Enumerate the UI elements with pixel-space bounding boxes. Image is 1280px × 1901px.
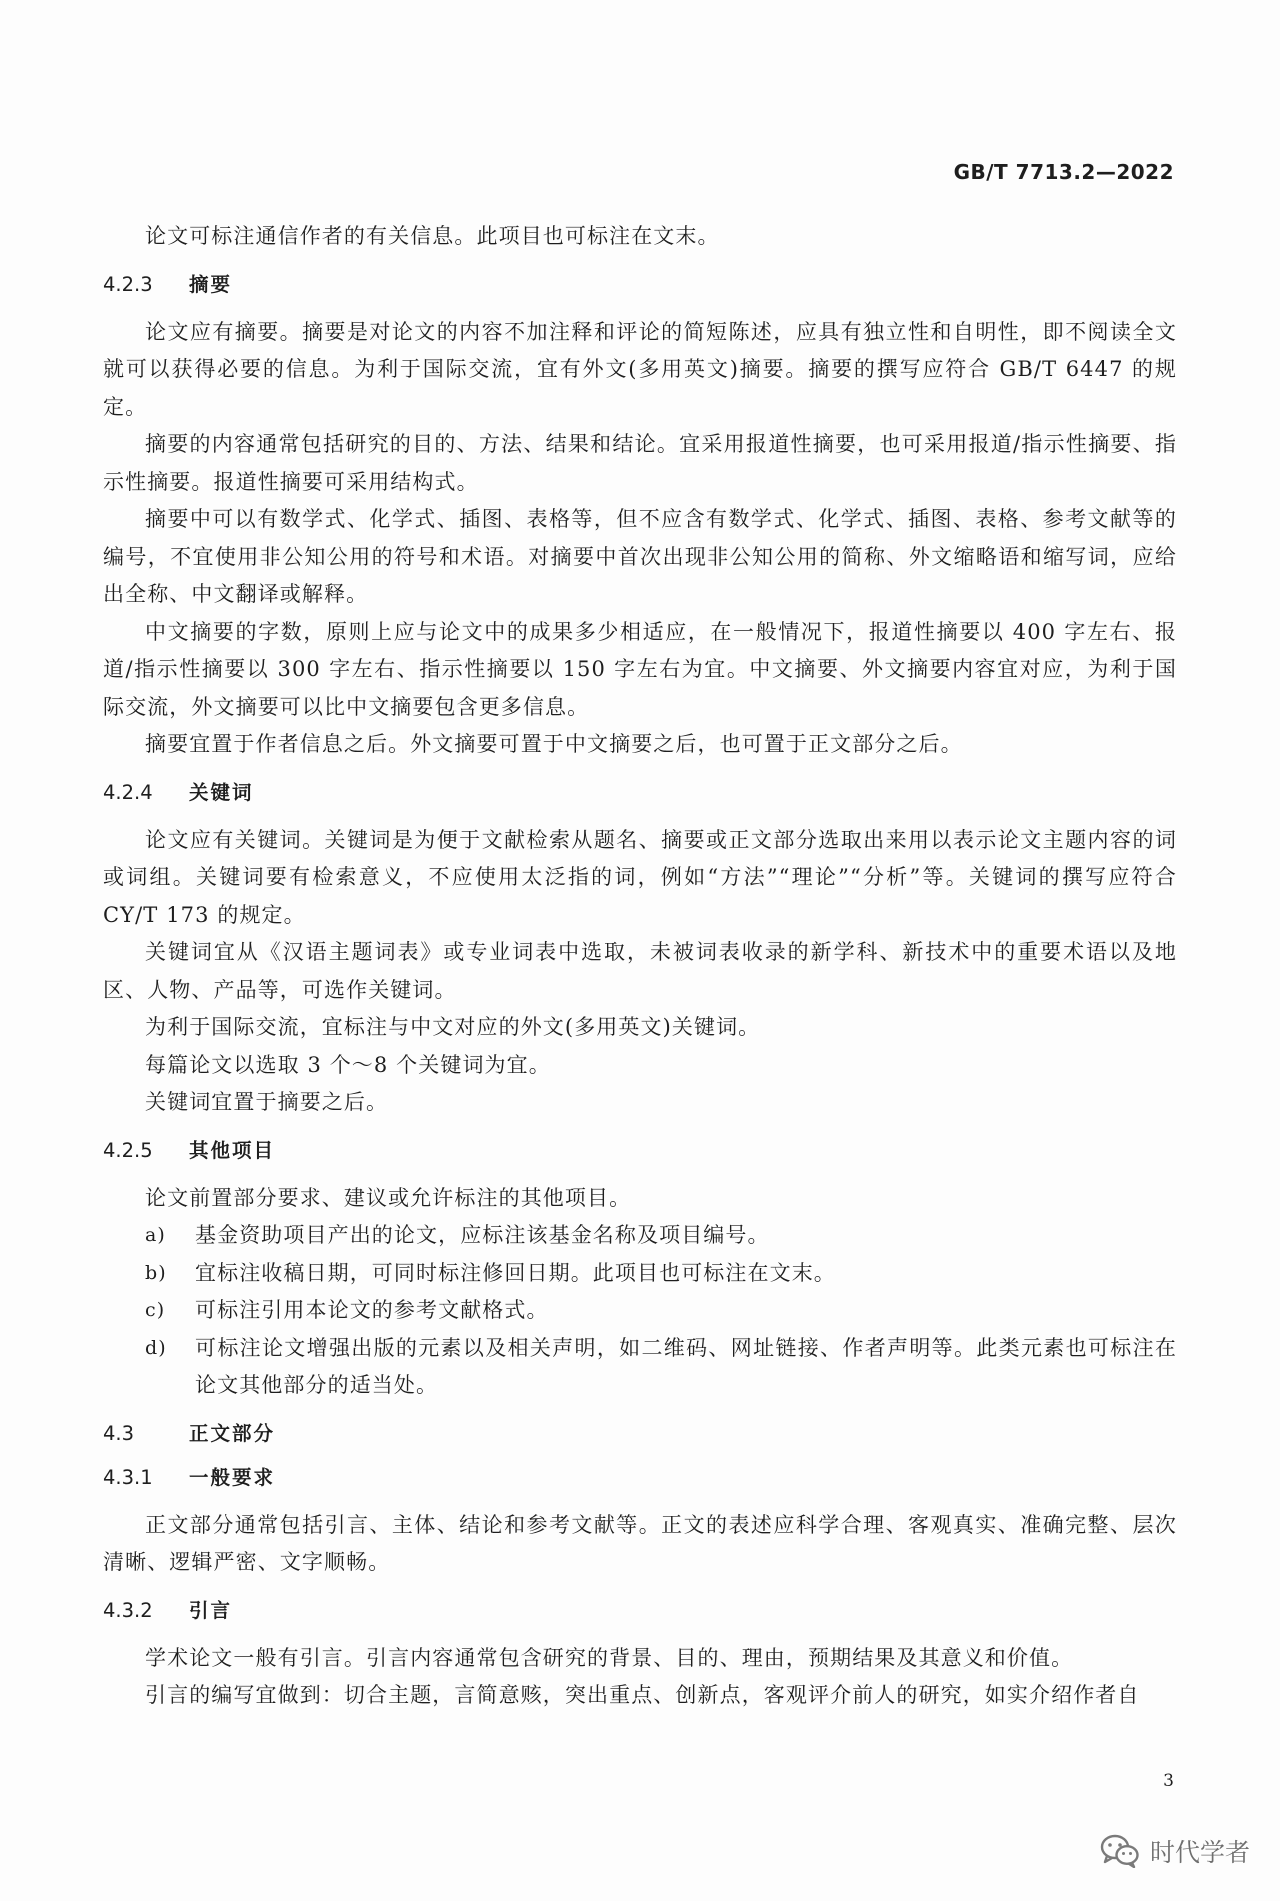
list-text: 宜标注收稿日期，可同时标注修回日期。此项目也可标注在文末。 <box>195 1260 836 1285</box>
section-number: 4.2.3 <box>103 272 153 296</box>
section-title: 其他项目 <box>189 1138 276 1162</box>
list-marker: c) <box>145 1299 166 1321</box>
list-item <box>103 1255 1177 1293</box>
list-item <box>103 1330 1177 1405</box>
list-item <box>103 1292 1177 1330</box>
list-marker: b) <box>145 1261 167 1284</box>
list-item <box>103 1217 1177 1255</box>
paragraph: 论文应有关键词。关键词是为便于文献检索从题名、摘要或正文部分选取出来用以表示论文主题内容的词或词组。关键词要有检索意义，不应使用太泛指的词，例如“方法”“理论”“分析”等。关键词的撰写应符合 CY/T 173 的规定。 <box>103 827 1177 927</box>
page-number: 3 <box>1163 1771 1174 1791</box>
section-title: 引言 <box>189 1598 233 1622</box>
list-text: 基金资助项目产出的论文，应标注该基金名称及项目编号。 <box>195 1223 770 1247</box>
paragraph: 为利于国际交流，宜标注与中文对应的外文(多用英文)关键词。 <box>145 1015 761 1039</box>
paragraph: 关键词宜置于摘要之后。 <box>145 1090 389 1114</box>
standard-number: GB/T 7713.2—2022 <box>953 160 1174 184</box>
paragraph: 学术论文一般有引言。引言内容通常包含研究的背景、目的、理由，预期结果及其意义和价值。 <box>145 1645 1074 1670</box>
watermark <box>1100 1833 1250 1869</box>
section-heading <box>103 1419 1177 1449</box>
list-marker: d) <box>145 1336 167 1359</box>
section-number: 4.3.1 <box>103 1465 153 1489</box>
paragraph: 摘要宜置于作者信息之后。外文摘要可置于中文摘要之后，也可置于正文部分之后。 <box>145 732 963 756</box>
paragraph: 每篇论文以选取 3 个～8 个关键词为宜。 <box>145 1052 551 1077</box>
section-heading <box>103 1136 1177 1166</box>
section-number: 4.3.2 <box>103 1598 153 1622</box>
section-heading <box>103 1596 1177 1626</box>
section-heading <box>103 1463 1177 1493</box>
section-heading <box>103 270 1177 300</box>
paragraph: 论文应有摘要。摘要是对论文的内容不加注释和评论的简短陈述，应具有独立性和自明性，即不阅读全文就可以获得必要的信息。为利于国际交流，宜有外文(多用英文)摘要。摘要的撰写应符合 GB/T 6447 的规定。 <box>103 319 1177 419</box>
list-text: 可标注引用本论文的参考文献格式。 <box>195 1298 549 1322</box>
paragraph: 关键词宜从《汉语主题词表》或专业词表中选取，未被词表收录的新学科、新技术中的重要术语以及地区、人物、产品等，可选作关键词。 <box>103 940 1177 1002</box>
wechat-icon <box>1100 1834 1140 1868</box>
paragraph: 正文部分通常包括引言、主体、结论和参考文献等。正文的表述应科学合理、客观真实、准确完整、层次清晰、逻辑严密、文字顺畅。 <box>103 1512 1177 1574</box>
section-title: 正文部分 <box>189 1421 276 1445</box>
section-heading <box>103 778 1177 808</box>
paragraph: 论文可标注通信作者的有关信息。此项目也可标注在文末。 <box>145 224 720 248</box>
section-title: 一般要求 <box>189 1465 276 1489</box>
list-marker: a) <box>145 1224 166 1246</box>
section-number: 4.2.5 <box>103 1138 153 1162</box>
paragraph: 摘要中可以有数学式、化学式、插图、表格等，但不应含有数学式、化学式、插图、表格、参考文献等的编号，不宜使用非公知公用的符号和术语。对摘要中首次出现非公知公用的简称、外文缩略语和缩写词，应给出全称、中文翻译或解释。 <box>103 507 1177 606</box>
paragraph: 引言的编写宜做到：切合主题，言简意赅，突出重点、创新点，客观评介前人的研究，如实介绍作者自 <box>145 1683 1140 1707</box>
watermark-text: 时代学者 <box>1149 1838 1250 1867</box>
list-text: 可标注论文增强出版的元素以及相关声明，如二维码、网址链接、作者声明等。此类元素也可标注在论文其他部分的适当处。 <box>195 1335 1177 1397</box>
section-title: 摘要 <box>189 272 233 296</box>
section-number: 4.2.4 <box>103 780 153 804</box>
section-title: 关键词 <box>189 780 254 804</box>
section-number: 4.3 <box>103 1421 135 1445</box>
paragraph: 论文前置部分要求、建议或允许标注的其他项目。 <box>145 1185 632 1210</box>
paragraph: 摘要的内容通常包括研究的目的、方法、结果和结论。宜采用报道性摘要，也可采用报道/指示性摘要、指示性摘要。报道性摘要可采用结构式。 <box>103 432 1177 494</box>
paragraph: 中文摘要的字数，原则上应与论文中的成果多少相适应，在一般情况下，报道性摘要以 400 字左右、报道/指示性摘要以 300 字左右、指示性摘要以 150 字左右为宜。中文摘要、外文摘要内容宜对应，为利于国际交流，外文摘要可以比中文摘要包含更多信息。 <box>103 619 1177 719</box>
page-content <box>103 218 1177 1715</box>
